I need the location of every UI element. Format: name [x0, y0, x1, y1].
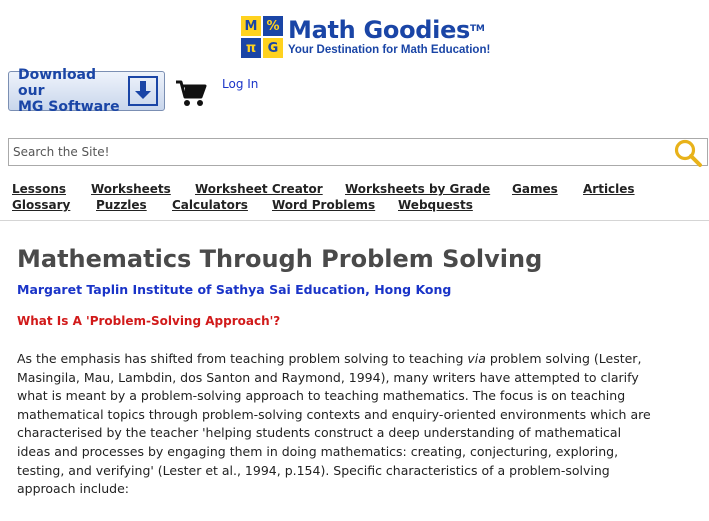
logo-cell-g: G [263, 38, 283, 58]
search-bar [8, 138, 708, 166]
paragraph-line: As the emphasis has shifted from teaching problem solving to teaching via problem solving (Lester, [17, 351, 642, 366]
search-input[interactable] [9, 139, 673, 165]
page-title: Mathematics Through Problem Solving [17, 245, 543, 273]
nav-lessons[interactable]: Lessons [12, 182, 66, 196]
nav-worksheets-by-grade[interactable]: Worksheets by Grade [345, 182, 491, 196]
logo-trademark: TM [470, 24, 485, 34]
nav-word-problems[interactable]: Word Problems [272, 198, 376, 212]
paragraph-line: what is meant by a problem-solving approach to teaching mathematics. The focus is on teaching [17, 388, 626, 404]
login-link[interactable]: Log In [222, 77, 259, 91]
search-icon[interactable] [673, 138, 703, 168]
nav-games[interactable]: Games [512, 182, 558, 196]
logo-cell-percent: % [263, 16, 283, 36]
logo-cell-m: M [241, 16, 261, 36]
nav-articles[interactable]: Articles [583, 182, 635, 196]
article-author: Margaret Taplin Institute of Sathya Sai Education, Hong Kong [17, 282, 452, 297]
logo-text [288, 16, 490, 57]
nav-puzzles[interactable]: Puzzles [96, 198, 147, 212]
paragraph-line: testing, and verifying' (Lester et al., 1994, p.154). Specific characteristics of a problem-solving [17, 462, 610, 478]
logo-tagline: Your Destination for Math Education! [288, 44, 491, 56]
site-logo[interactable] [241, 16, 490, 60]
download-arrow-icon [128, 76, 158, 106]
nav-worksheets[interactable]: Worksheets [91, 182, 171, 196]
download-software-button[interactable] [8, 67, 165, 115]
nav-divider [0, 220, 709, 221]
download-label-line1: Download our [18, 67, 97, 99]
shopping-cart-icon[interactable] [175, 79, 207, 107]
paragraph-line: Masingila, Mau, Lambdin, dos Santon and Raymond, 1994), many writers have attempted to clarify [17, 369, 639, 385]
emphasis-via: via [467, 351, 486, 366]
download-label-line2: MG Software [18, 99, 120, 115]
nav-calculators[interactable]: Calculators [172, 198, 248, 212]
logo-mark [241, 16, 283, 58]
paragraph-line: approach include: [17, 481, 129, 497]
nav-glossary[interactable]: Glossary [12, 198, 71, 212]
article-paragraph [17, 350, 707, 499]
logo-cell-pi: π [241, 38, 261, 58]
logo-title: Math Goodies [288, 16, 471, 44]
paragraph-line: ideas and processes by engaging them in doing mathematics: creating, conjecturing, exploring, [17, 443, 619, 459]
section-heading: What Is A 'Problem-Solving Approach'? [17, 314, 281, 328]
paragraph-line: characterised by the teacher 'helping students construct a deep understanding of mathematical [17, 425, 622, 441]
nav-worksheet-creator[interactable]: Worksheet Creator [195, 182, 323, 196]
paragraph-line: mathematical topics through problem-solving contexts and enquiry-oriented environments which are [17, 406, 651, 422]
nav-webquests[interactable]: Webquests [398, 198, 473, 212]
